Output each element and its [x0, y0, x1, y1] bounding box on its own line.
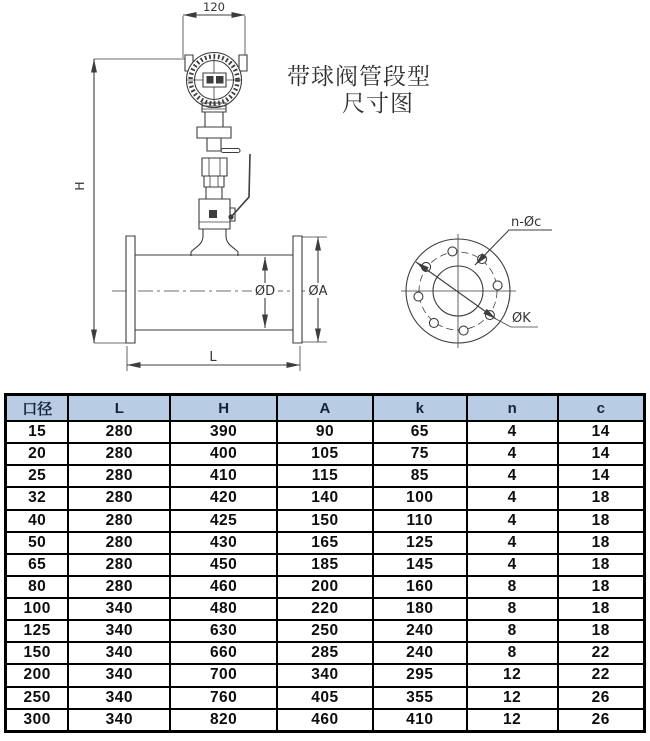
table-row	[6, 443, 645, 465]
table-cell: 18	[558, 576, 645, 598]
table-cell: 105	[277, 443, 373, 465]
dim-length-label: L	[209, 350, 217, 365]
stem-handle	[221, 149, 240, 153]
column-header-k: k	[373, 395, 467, 422]
table-row	[6, 421, 645, 443]
table-cell: 12	[467, 664, 558, 686]
table-cell: 660	[170, 642, 277, 664]
table-cell: 340	[68, 687, 170, 709]
table-cell: 460	[170, 576, 277, 598]
table-cell: 480	[170, 598, 277, 620]
table-row	[6, 642, 645, 664]
table-cell: 760	[170, 687, 277, 709]
table-cell: 100	[373, 487, 467, 509]
table-header-row	[6, 395, 645, 422]
table-cell: 425	[170, 510, 277, 532]
table-cell: 400	[170, 443, 277, 465]
table-cell: 65	[373, 421, 467, 443]
table-cell: 115	[277, 465, 373, 487]
dim-flange-diameter	[302, 237, 331, 342]
table-cell: 295	[373, 664, 467, 686]
table-cell: 40	[6, 510, 69, 532]
table-cell: 250	[277, 620, 373, 642]
table-cell: 4	[467, 443, 558, 465]
display-window-icon	[216, 76, 224, 84]
table-row	[6, 576, 645, 598]
table-cell: 220	[277, 598, 373, 620]
table-cell: 12	[467, 687, 558, 709]
table-cell: 8	[467, 598, 558, 620]
table-cell: 80	[6, 576, 69, 598]
table-cell: 820	[170, 709, 277, 732]
dim-top-width	[183, 0, 245, 58]
valve-stack	[191, 103, 240, 256]
table-cell: 340	[68, 598, 170, 620]
ball-valve-lever	[228, 154, 250, 220]
table-cell: 285	[277, 642, 373, 664]
table-cell: 18	[558, 532, 645, 554]
table-row	[6, 709, 645, 732]
table-row	[6, 664, 645, 686]
table-cell: 145	[373, 554, 467, 576]
table-cell: 65	[6, 554, 69, 576]
dim-bolt-circle-label: ØK	[512, 311, 531, 326]
drawing-title-line1: 带球阀管段型	[287, 64, 431, 90]
column-header-n: n	[467, 395, 558, 422]
table-cell: 18	[558, 620, 645, 642]
right-flange	[293, 236, 302, 343]
table-cell: 410	[373, 709, 467, 732]
column-header-diameter: 口径	[6, 395, 69, 422]
table-cell: 18	[558, 598, 645, 620]
dimension-table	[4, 393, 646, 733]
table-row	[6, 598, 645, 620]
table-cell: 405	[277, 687, 373, 709]
dim-height-label: H	[72, 181, 87, 191]
dim-bolt-circle	[416, 262, 538, 327]
table-cell: 340	[68, 709, 170, 732]
table-cell: 125	[373, 532, 467, 554]
table-cell: 280	[68, 510, 170, 532]
table-cell: 26	[558, 709, 645, 732]
table-cell: 280	[68, 532, 170, 554]
table-cell: 410	[170, 465, 277, 487]
table-cell: 185	[277, 554, 373, 576]
table-row	[6, 532, 645, 554]
table-cell: 420	[170, 487, 277, 509]
table-cell: 75	[373, 443, 467, 465]
table-row	[6, 465, 645, 487]
table-row	[6, 510, 645, 532]
table-cell: 250	[6, 687, 69, 709]
table-cell: 25	[6, 465, 69, 487]
pipe-section	[112, 236, 322, 343]
table-row	[6, 554, 645, 576]
table-cell: 140	[277, 487, 373, 509]
table-cell: 18	[558, 487, 645, 509]
table-cell: 450	[170, 554, 277, 576]
table-cell: 355	[373, 687, 467, 709]
table-cell: 26	[558, 687, 645, 709]
table-cell: 8	[467, 620, 558, 642]
table-cell: 22	[558, 664, 645, 686]
table-cell: 165	[277, 532, 373, 554]
table-cell: 630	[170, 620, 277, 642]
table-cell: 4	[467, 421, 558, 443]
table-cell: 340	[68, 620, 170, 642]
table-cell: 180	[373, 598, 467, 620]
table-cell: 280	[68, 576, 170, 598]
table-cell: 390	[170, 421, 277, 443]
dim-flange-diameter-label: ØA	[308, 284, 328, 299]
table-cell: 110	[373, 510, 467, 532]
column-header-c: c	[558, 395, 645, 422]
table-cell: 22	[558, 642, 645, 664]
table-cell: 300	[6, 709, 69, 732]
table-row	[6, 620, 645, 642]
table-cell: 4	[467, 487, 558, 509]
table-cell: 18	[558, 510, 645, 532]
table-cell: 280	[68, 443, 170, 465]
table-cell: 160	[373, 576, 467, 598]
bolt-spec-label: n-Øc	[511, 215, 542, 230]
transmitter-head	[185, 53, 247, 108]
table-cell: 20	[6, 443, 69, 465]
table-cell: 200	[6, 664, 69, 686]
table-cell: 340	[277, 664, 373, 686]
table-cell: 460	[277, 709, 373, 732]
left-flange	[126, 236, 135, 343]
dim-inner-diameter-label: ØD	[254, 284, 276, 299]
table-cell: 280	[68, 421, 170, 443]
table-cell: 90	[277, 421, 373, 443]
table-cell: 150	[6, 642, 69, 664]
column-header-A: A	[277, 395, 373, 422]
column-header-L: L	[68, 395, 170, 422]
table-cell: 340	[68, 664, 170, 686]
table-cell: 85	[373, 465, 467, 487]
table-cell: 700	[170, 664, 277, 686]
table-cell: 280	[68, 554, 170, 576]
table-cell: 125	[6, 620, 69, 642]
table-body	[6, 421, 645, 732]
flange-front-view	[401, 215, 552, 348]
table-cell: 8	[467, 642, 558, 664]
dimension-table-wrap	[4, 393, 646, 733]
table-cell: 12	[467, 709, 558, 732]
table-cell: 150	[277, 510, 373, 532]
table-cell: 50	[6, 532, 69, 554]
table-row	[6, 487, 645, 509]
dim-top-width-label: 120	[203, 0, 225, 14]
table-cell: 280	[68, 465, 170, 487]
table-cell: 14	[558, 465, 645, 487]
table-cell: 100	[6, 598, 69, 620]
mount-bell	[191, 229, 238, 256]
table-cell: 4	[467, 510, 558, 532]
table-cell: 15	[6, 421, 69, 443]
table-cell: 240	[373, 620, 467, 642]
drawing-title-line2: 尺寸图	[342, 91, 414, 117]
table-cell: 200	[277, 576, 373, 598]
table-row	[6, 687, 645, 709]
table-cell: 14	[558, 421, 645, 443]
column-header-H: H	[170, 395, 277, 422]
table-cell: 240	[373, 642, 467, 664]
dim-length	[127, 346, 300, 371]
table-cell: 340	[68, 642, 170, 664]
table-cell: 32	[6, 487, 69, 509]
table-cell: 18	[558, 554, 645, 576]
table-cell: 14	[558, 443, 645, 465]
table-cell: 4	[467, 465, 558, 487]
table-cell: 430	[170, 532, 277, 554]
table-cell: 4	[467, 554, 558, 576]
table-cell: 4	[467, 532, 558, 554]
drawing-title	[287, 64, 429, 118]
display-window-icon	[207, 76, 214, 84]
table-cell: 8	[467, 576, 558, 598]
table-cell: 280	[68, 487, 170, 509]
dim-inner-diameter	[252, 257, 278, 328]
